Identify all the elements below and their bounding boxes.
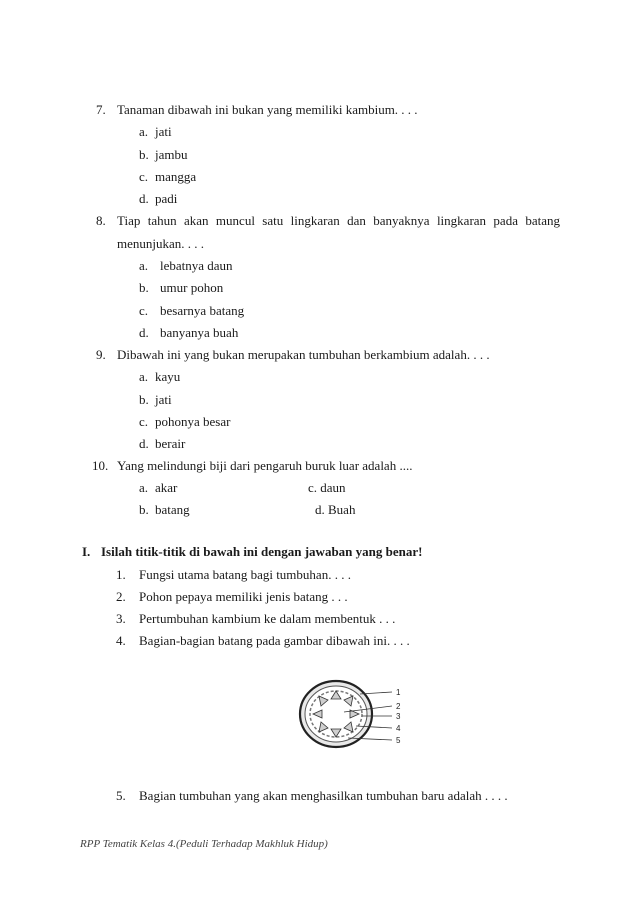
section-item-2-number: 2. <box>116 589 126 604</box>
diagram-label-5: 5 <box>396 736 401 745</box>
stem-cross-section-diagram <box>296 676 406 754</box>
section-item-4-text: Bagian-bagian batang pada gambar dibawah ini. . . . <box>139 633 410 648</box>
section-item-1-text: Fungsi utama batang bagi tumbuhan. . . . <box>139 567 351 582</box>
diagram-label-4: 4 <box>396 724 401 733</box>
q7-option-c-text: mangga <box>155 169 197 184</box>
q7-option-a-letter: a. <box>139 124 149 139</box>
question-10-number: 10. <box>92 458 109 473</box>
q8-option-c-letter: c. <box>139 303 149 318</box>
question-8-text-line1: Tiap tahun akan muncul satu lingkaran dan banyaknya lingkaran pada batang <box>117 213 560 228</box>
section-item-4-number: 4. <box>116 633 126 648</box>
q9-option-a-text: kayu <box>155 369 181 384</box>
q7-option-d-letter: d. <box>139 191 149 206</box>
question-9-text: Dibawah ini yang bukan merupakan tumbuhan berkambium adalah. . . . <box>117 347 490 362</box>
section-item-2-text: Pohon pepaya memiliki jenis batang . . . <box>139 589 348 604</box>
q9-option-d-letter: d. <box>139 436 149 451</box>
q7-option-b-text: jambu <box>155 147 188 162</box>
q10-option-a-text: akar <box>155 480 178 495</box>
section-title: Isilah titik-titik di bawah ini dengan jawaban yang benar! <box>101 544 423 559</box>
q8-option-d-text: banyanya buah <box>160 325 239 340</box>
q10-option-d: d. Buah <box>315 502 356 517</box>
question-8-text-line2: menunjukan. . . . <box>117 236 205 251</box>
diagram-label-1: 1 <box>396 688 401 697</box>
question-7-text: Tanaman dibawah ini bukan yang memiliki kambium. . . . <box>117 102 418 117</box>
q9-option-a-letter: a. <box>139 369 149 384</box>
q8-option-a-text: lebatnya daun <box>160 258 233 273</box>
diagram-label-2: 2 <box>396 702 401 711</box>
section-item-5-number: 5. <box>116 788 126 803</box>
q10-option-c: c. daun <box>308 480 346 495</box>
section-item-1-number: 1. <box>116 567 126 582</box>
q8-option-a-letter: a. <box>139 258 149 273</box>
q9-option-c-text: pohonya besar <box>155 414 231 429</box>
diagram-labels <box>396 688 401 745</box>
q9-option-b-letter: b. <box>139 392 149 407</box>
q7-option-a-text: jati <box>155 124 172 139</box>
question-10-text: Yang melindungi biji dari pengaruh buruk luar adalah .... <box>117 458 413 473</box>
q9-option-c-letter: c. <box>139 414 149 429</box>
q7-option-c-letter: c. <box>139 169 149 184</box>
section-item-3-number: 3. <box>116 611 126 626</box>
q7-option-b-letter: b. <box>139 147 149 162</box>
section-item-5-text: Bagian tumbuhan yang akan menghasilkan tumbuhan baru adalah . . . . <box>139 788 508 803</box>
q8-option-b-letter: b. <box>139 280 149 295</box>
question-9-number: 9. <box>96 347 106 362</box>
q10-option-b-text: batang <box>155 502 190 517</box>
q7-option-d-text: padi <box>155 191 178 206</box>
q10-option-a-letter: a. <box>139 480 149 495</box>
q8-option-d-letter: d. <box>139 325 149 340</box>
section-label: I. <box>82 544 91 559</box>
question-8-number: 8. <box>96 213 106 228</box>
section-item-3-text: Pertumbuhan kambium ke dalam membentuk . . . <box>139 611 396 626</box>
q9-option-b-text: jati <box>155 392 172 407</box>
footer-caption: RPP Tematik Kelas 4.(Peduli Terhadap Makhluk Hidup) <box>80 838 328 850</box>
q8-option-b-text: umur pohon <box>160 280 224 295</box>
question-7-number: 7. <box>96 102 106 117</box>
q8-option-c-text: besarnya batang <box>160 303 245 318</box>
diagram-label-3: 3 <box>396 712 401 721</box>
q9-option-d-text: berair <box>155 436 186 451</box>
q10-option-b-letter: b. <box>139 502 149 517</box>
